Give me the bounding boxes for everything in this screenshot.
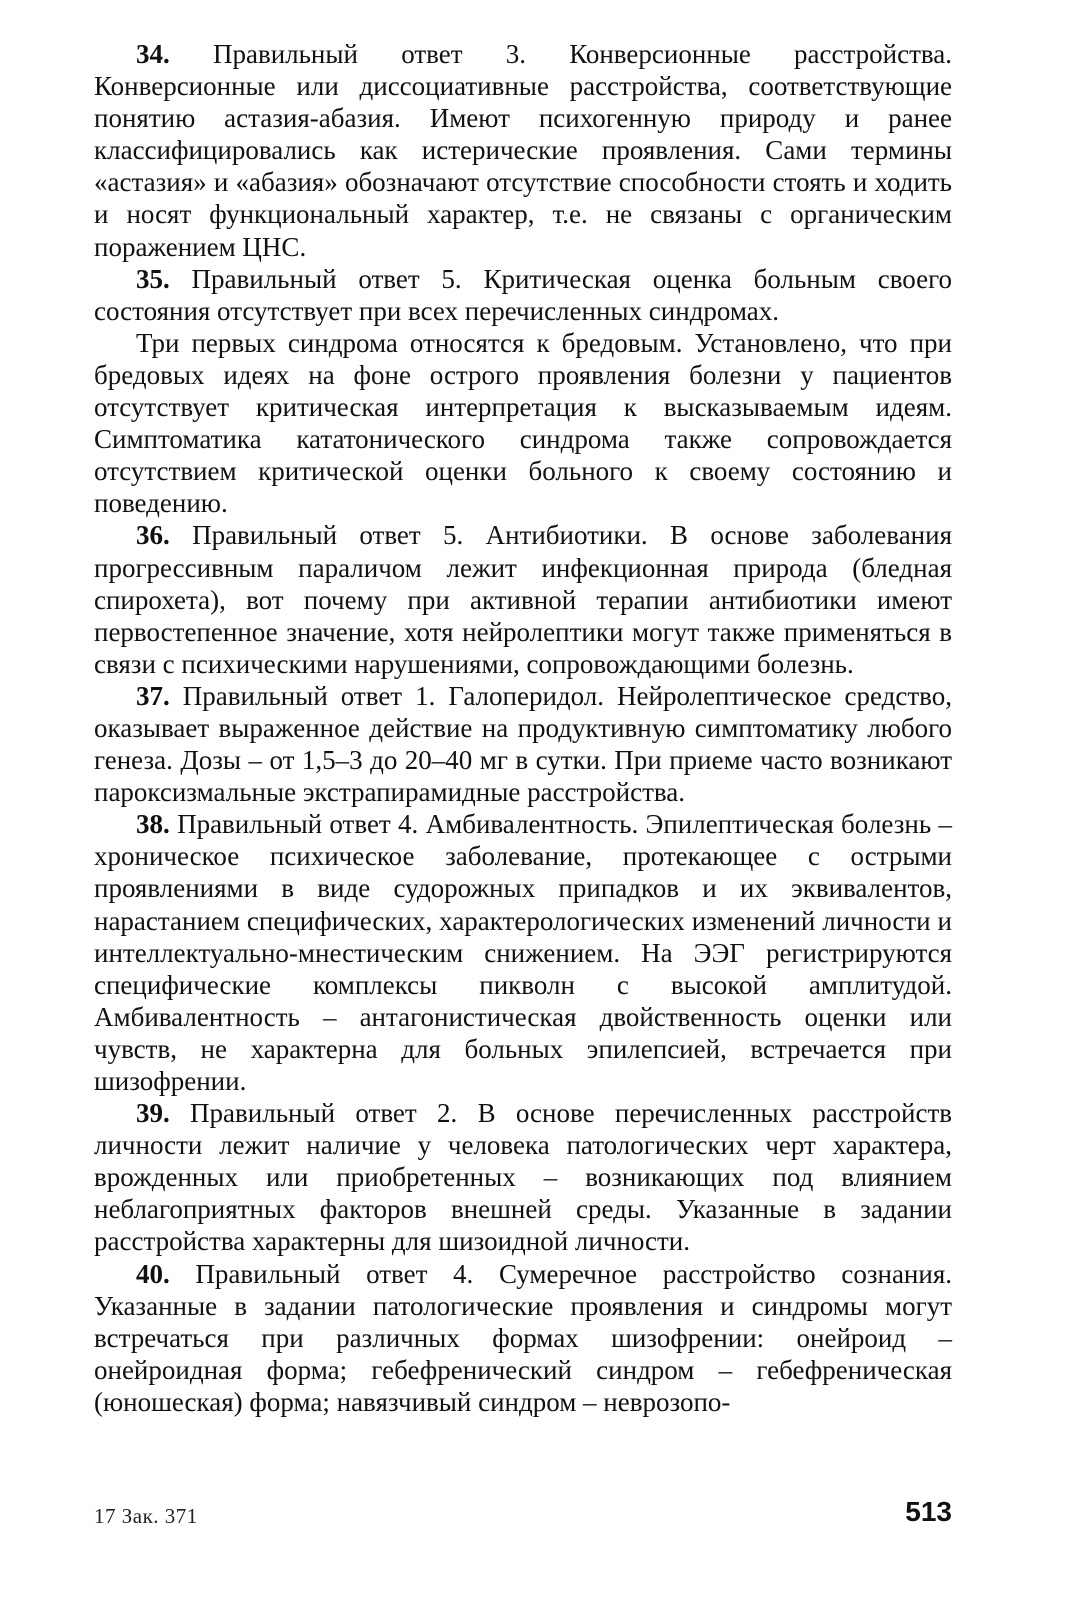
page-body [94, 38, 952, 1418]
paragraph-38 [94, 808, 952, 1097]
page-footer [94, 1496, 952, 1536]
item-number: 35. [136, 263, 170, 294]
item-number: 38. [136, 809, 170, 840]
paragraph-34 [94, 38, 952, 263]
paragraph-text: Правильный ответ 5. Антибиотики. В основе заболевания прогрессивным параличом лежит инфекционная природа (бледная спирохета), вот почему при активной терапии антибиотики имеют первостепенное значение, хотя нейролептики могут также применяться в связи с психическими нарушениями, сопровождающими болезнь. [94, 520, 952, 679]
item-number: 36. [136, 520, 170, 551]
print-order-mark: 17 Зак. 371 [94, 1504, 198, 1528]
item-number: 37. [136, 680, 170, 711]
page-number: 513 [905, 1496, 952, 1527]
paragraph-35-continued [94, 327, 952, 520]
item-number: 40. [136, 1258, 170, 1289]
paragraph-37 [94, 680, 952, 808]
paragraph-36 [94, 519, 952, 679]
paragraph-text: Правильный ответ 5. Критическая оценка больным своего состояния отсутствует при всех перечисленных синдромах. [94, 263, 952, 326]
paragraph-text: Правильный ответ 1. Галоперидол. Нейролептическое средство, оказывает выраженное действие на продуктивную симптоматику любого генеза. Дозы – от 1,5–3 до 20–40 мг в сутки. При приеме часто возникают пароксизмальные экстрапирамидные расстройства. [94, 680, 952, 808]
paragraph-text: Правильный ответ 4. Амбивалентность. Эпилептическая болезнь – хроническое психическое заболевание, протекающее с острыми проявлениями в виде судорожных припадков и их эквивалентов, нарастанием специфических, характерологических изменений личности и интеллектуально-мнестическим снижением. На ЭЭГ регистрируются специфические комплексы пикволн с высокой амплитудой. Амбивалентность – антагонистическая двойственность оценки или чувств, не характерна для больных эпилепсией, встречается при шизофрении. [94, 809, 952, 1096]
paragraph-text: Правильный ответ 3. Конверсионные расстройства. Конверсионные или диссоциативные расстройства, соответствующие понятию астазия-абазия. Имеют психогенную природу и ранее классифицировались как истерические проявления. Сами термины «астазия» и «абазия» обозначают отсутствие способности стоять и ходить и носят функциональный характер, т.е. не связаны с органическим поражением ЦНС. [94, 39, 952, 262]
paragraph-35 [94, 263, 952, 327]
paragraph-39 [94, 1097, 952, 1257]
paragraph-40 [94, 1258, 952, 1418]
paragraph-text: Правильный ответ 2. В основе перечисленных расстройств личности лежит наличие у человека патологических черт характера, врожденных или приобретенных – возникающих под влиянием неблагоприятных факторов внешней среды. Указанные в задании расстройства характерны для шизоидной личности. [94, 1098, 952, 1257]
paragraph-text: Правильный ответ 4. Сумеречное расстройство сознания. Указанные в задании патологические проявления и синдромы могут встречаться при различных формах шизофрении: онейроид – онейроидная форма; гебефренический синдром – гебефреническая (юношеская) форма; навязчивый синдром – неврозопо- [94, 1258, 952, 1417]
item-number: 34. [136, 39, 170, 69]
paragraph-text: Три первых синдрома относятся к бредовым. Установлено, что при бредовых идеях на фоне острого проявления болезни у пациентов отсутствует критическая интерпретация к высказываемым идеям. Симптоматика кататонического синдрома также сопровождается отсутствием критической оценки больного к своему состоянию и поведению. [94, 327, 952, 519]
item-number: 39. [136, 1098, 170, 1129]
